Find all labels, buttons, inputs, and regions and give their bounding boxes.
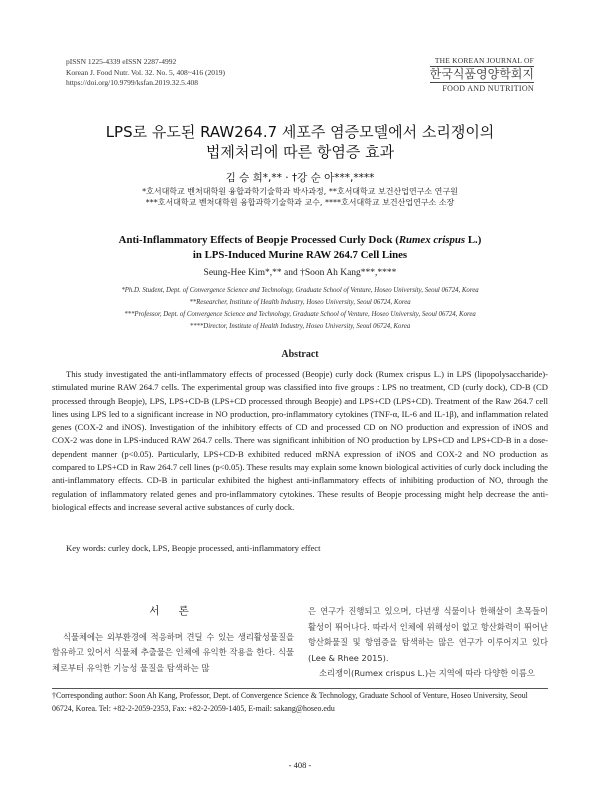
abstract-body	[52, 368, 548, 514]
issn: pISSN 1225-4339 eISSN 2287-4992	[66, 57, 177, 66]
body-paragraph: 식물체에는 외부환경에 적응하며 견딜 수 있는 생리활성물질을 함유하고 있어서 식물체 추출물은 인체에 유익한 작용을 한다. 식물체로부터 유익한 기능성 물질을 탐색하는 많	[52, 631, 294, 673]
journal-masthead	[430, 56, 534, 93]
english-title-line2: in LPS-Induced Murine RAW 264.7 Cell Lines	[192, 249, 408, 261]
footnote-divider	[52, 688, 548, 689]
english-affiliation-4: ****Director, Institute of Health Industry, Hoseo University, Seoul 06724, Korea	[189, 323, 411, 330]
citation-block	[66, 57, 225, 89]
journal-name-en-top: THE KOREAN JOURNAL OF	[430, 56, 534, 67]
english-title	[0, 233, 600, 263]
body-column-left	[52, 604, 294, 676]
abstract-text: This study investigated the anti-inflammatory effects of processed (Beopje) curly dock (Rumex crispus L.) in LPS (lipopolysaccharide)-stimulated murine RAW 264.7 cells. The experimental group was classified into five groups : LPS no treatment, CD (curly dock), CD-B (CD processed through Beopje), LPS, LPS+CD-B (LPS+CD processed through Beopje) and LPS+CD (LPS+CD). Treatment of the Raw 264.7 cell lines using LPS led to a significant increase in NO production, pro-inflammatory cytokines (TNF-α, IL-6 and IL-1β), and inflammation related genes (COX-2 and iNOS). Investigation of the inhibitory effects of CD and processed CD on NO production and expression of iNOS and COX-2 was done in LPS-induced RAW 264.7 cells. There was significant inhibition of NO production by LPS+CD and LPS+CD-B in a dose-dependent manner (p<0.05). Particularly, LPS+CD-B exhibited reduced mRNA expression of iNOS and COX-2 and NO production as compared to LPS+CD in Raw 264.7 cell lines (p<0.05). These results may explain some known biological activities of curly dock including the anti-inflammatory effects. CD-B in particular exhibited the highest anti-inflammatory effects of inhibiting production of NO, through the regulation of inflammatory related genes and pro-inflammatory cytokines. These results of Beopje processing might help decrease the anti-biological effects and increase several active substances of curly dock.	[52, 369, 548, 512]
korean-title	[0, 122, 600, 162]
keywords: Key words: curley dock, LPS, Beopje processed, anti-inflammatory effect	[66, 543, 321, 553]
english-title-part: L.)	[465, 234, 482, 246]
english-affiliation-2: **Researcher, Institute of Health Industry, Hoseo University, Seoul 06724, Korea	[189, 299, 411, 306]
body-column-right	[308, 604, 548, 682]
body-paragraph: 은 연구가 진행되고 있으며, 다년생 식물이나 한해살이 초목들이 활성이 뛰어나다. 따라서 인체에 위해성이 없고 항산화력이 뛰어난 항산화물질 및 항염증을 탐색하는 많은 연구가 이루어지고 있다(Lee & Rhee 2015).	[308, 606, 548, 663]
english-authors: Seung-Hee Kim*,** and †Soon Ah Kang***,****	[203, 268, 397, 278]
korean-title-line2: 법제처리에 따른 항염증 효과	[205, 143, 395, 161]
body-paragraph: 소리쟁이(Rumex crispus L.)는 지역에 따라 다양한 이름으	[319, 668, 535, 678]
citation: Korean J. Food Nutr. Vol. 32. No. 5, 408~416 (2019)	[66, 67, 225, 77]
page-number: - 408 -	[288, 760, 312, 770]
section-title-introduction: 서 론	[149, 605, 197, 617]
english-title-part: Anti-Inflammatory Effects of Beopje Processed Curly Dock (	[118, 234, 399, 246]
journal-name-ko: 한국식품영양학회지	[429, 67, 534, 81]
species-name: Rumex crispus	[398, 234, 466, 246]
journal-name-en-bottom: FOOD AND NUTRITION	[430, 82, 534, 93]
korean-affiliation-2: ***호서대학교 벤처대학원 융합과학기술학과 교수, ****호서대학교 보건산업연구소 소장	[145, 198, 455, 207]
english-title-line1	[0, 233, 600, 248]
abstract-heading: Abstract	[281, 349, 319, 360]
english-affiliation-1: *Ph.D. Student, Dept. of Convergence Science and Technology, Graduate School of Venture, Hoseo University, Seoul 06724, Korea	[121, 287, 479, 294]
english-affiliations	[0, 285, 600, 333]
corresponding-author-footnote: †Corresponding author: Soon Ah Kang, Professor, Dept. of Convergence Science & Technology, Graduate School of Venture, Hoseo University, Seoul 06724, Korea. Tel: +82-2-2059-2353, Fax: +82-2-2059-1405, E-mail: sakang@hoseo.edu	[52, 691, 528, 713]
korean-affiliations	[0, 186, 600, 208]
korean-authors: 김 승 희*,** · †강 순 아***,****	[225, 172, 375, 184]
korean-affiliation-1: *호서대학교 벤처대학원 융합과학기술학과 박사과정, **호서대학교 보건산업연구소 연구원	[142, 187, 458, 196]
doi-link[interactable]: https://doi.org/10.9799/ksfan.2019.32.5.408	[66, 78, 198, 87]
korean-title-line1: LPS로 유도된 RAW264.7 세포주 염증모델에서 소리쟁이의	[105, 123, 495, 141]
english-affiliation-3: ***Professor, Dept. of Convergence Science and Technology, Graduate School of Venture, Hoseo University, Seoul 06724, Korea	[124, 311, 476, 318]
